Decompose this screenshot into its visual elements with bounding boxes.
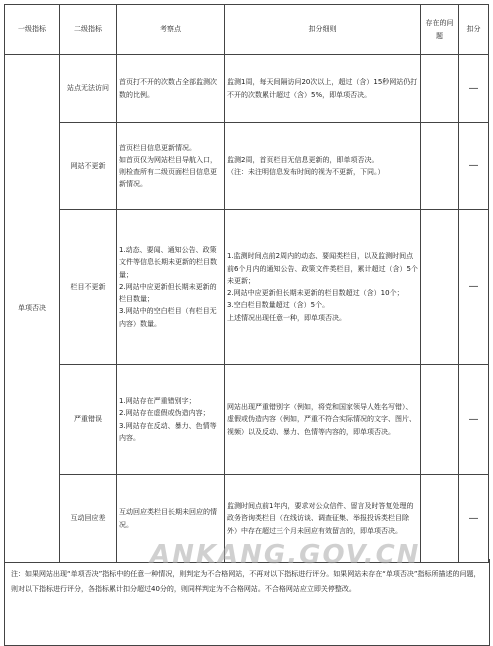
header-deduct: 扣分 [459,5,489,55]
header-points: 考察点 [117,5,225,55]
rules-line: 监测1周，每天间隔访问20次以上，超过（含）15秒网站仍打不开的次数累计超过（含）5%，即单项否决。 [227,78,418,99]
rules-line: 监测2周，首页栏目无信息更新的，即单项否决。 [227,155,379,164]
rules-line: （注：未注明信息发布时间的视为不更新，下同。） [227,168,385,176]
level2-cell: 网站不更新 [60,123,117,210]
rules-cell [225,123,421,210]
deduct-cell: — [459,365,489,475]
rules-line: 监测时间点前1年内，要求对公众信件、留言及时答复处理的政务咨询类栏目（在线访谈、调查征集、举报投诉类栏目除外）中存在超过三个月未回应有效留言的，即单项否决。 [227,502,414,535]
table-row [5,123,489,210]
points-cell [117,365,225,475]
points-cell [117,123,225,210]
rules-line: 3.空白栏目数量超过（含）5个。 [227,301,330,310]
points-cell [117,475,225,563]
evaluation-table [4,4,489,563]
points-line: 1.网站存在严重错别字； [119,397,196,405]
points-line: 2.网站中应更新但长期未更新的栏目数量； [119,282,217,304]
table-row [5,365,489,475]
points-line: 首页栏目信息更新情况。 [119,143,196,152]
points-cell [117,55,225,123]
issues-cell [421,210,459,365]
points-line: 3.网站存在反动、暴力、色情等内容。 [119,421,217,442]
deduct-cell: — [459,475,489,563]
rules-cell [225,365,421,475]
points-line: 如首页仅为网站栏目导航入口，则检查所有二级页面栏目信息更新情况。 [119,155,217,189]
table-header-row [5,5,489,55]
deduct-cell: — [459,55,489,123]
rules-line: 2.网站中应更新但长期未更新的栏目数超过（含）10个； [227,289,404,297]
header-rules: 扣分细则 [225,5,421,55]
issues-cell [421,55,459,123]
issues-cell [421,365,459,475]
points-line: 首页打不开的次数占全部监测次数的比例。 [119,78,217,99]
points-line: 3.网站中的空白栏目（有栏目无内容）数量。 [119,307,217,328]
level1-cell: 单项否决 [5,55,60,563]
table-row [5,55,489,123]
deduct-cell: — [459,210,489,365]
rules-cell [225,475,421,563]
rules-cell [225,210,421,365]
issues-cell [421,475,459,563]
level2-cell: 站点无法访问 [60,55,117,123]
site-watermark: ANKANG.GOV.CN [150,540,421,570]
table-row [5,210,489,365]
footnote: 注：如果网站出现“单项否决”指标中的任意一种情况，则判定为不合格网站，不再对以下指标进行评分。如果网站未存在“单项否决”指标所描述的问题，则对以下指标进行评分，各指标累计扣分超过40分的，则同样判定为不合格网站。不合格网站应立即关停整改。 [4,559,490,646]
rules-cell [225,55,421,123]
rules-line: 1.监测时间点前2周内的动态、要闻类栏目，以及监测时间点前6个月内的通知公告、政策文件类栏目，累计超过（含）5个未更新； [227,252,418,285]
points-line: 1.动态、要闻、通知公告、政策文件等信息长期未更新的栏目数量； [119,246,217,279]
level2-cell: 栏目不更新 [60,210,117,365]
rules-line: 上述情况出现任意一种，即单项否决。 [227,313,346,322]
header-issues: 存在的问题 [421,5,459,55]
deduct-cell: — [459,123,489,210]
header-level2: 二级指标 [60,5,117,55]
points-cell [117,210,225,365]
issues-cell [421,123,459,210]
header-level1: 一级指标 [5,5,60,55]
rules-line: 网站出现严重错别字（例如，将党和国家领导人姓名写错）、虚假或伪造内容（例如，严重不符合实际情况的文字、图片、视频）以及反动、暴力、色情等内容的，即单项否决。 [227,403,416,436]
level2-cell: 严重错误 [60,365,117,475]
table-row [5,475,489,563]
points-line: 2.网站存在虚假或伪造内容； [119,409,210,418]
level2-cell: 互动回应差 [60,475,117,563]
points-line: 互动回应类栏目长期未回应的情况。 [119,508,217,529]
